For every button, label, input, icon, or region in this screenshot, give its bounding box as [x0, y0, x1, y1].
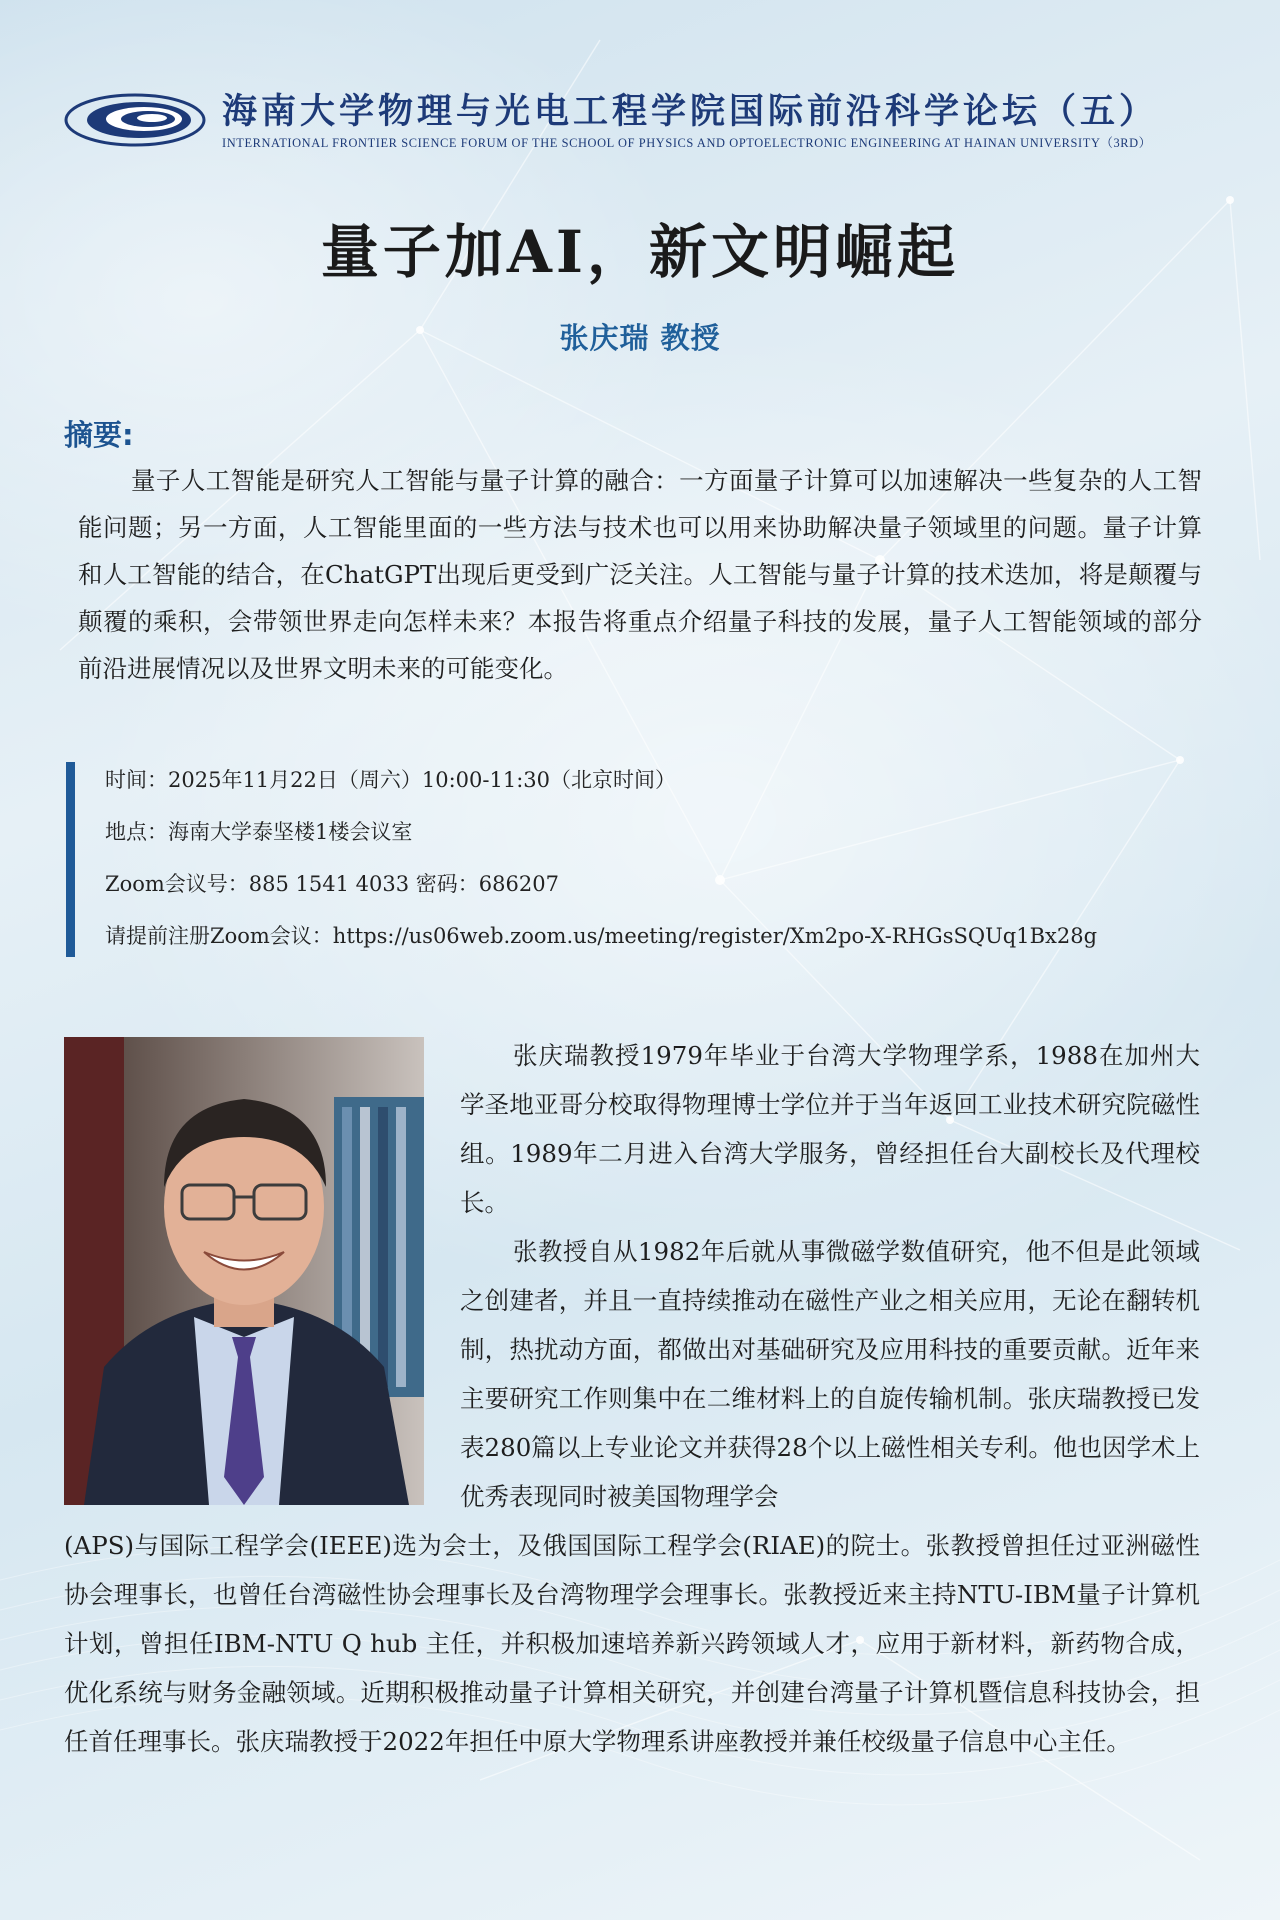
speaker-photo: [64, 1037, 424, 1505]
zoom-register-link[interactable]: 请提前注册Zoom会议：https://us06web.zoom.us/meeting/register/Xm2po-X-RHGsSQUq1Bx28g: [105, 924, 1098, 948]
info-accent-bar: [66, 762, 75, 957]
bio-paragraph-1: 张庆瑞教授1979年毕业于台湾大学物理学系，1988在加州大学圣地亚哥分校取得物理博士学位并于当年返回工业技术研究院磁性组。1989年二月进入台湾大学服务，曾经担任台大副校长及代理校长。: [460, 1041, 1200, 1217]
bio-paragraph-2-upper: 张教授自从1982年后就从事微磁学数值研究，他不但是此领域之创建者，并且一直持续推动在磁性产业之相关应用，无论在翻转机制，热扰动方面，都做出对基础研究及应用科技的重要贡献。近年来主要研究工作则集中在二维材料上的自旋传输机制。张庆瑞教授已发表280篇以上专业论文并获得28个以上磁性相关专利。他也因学术上优秀表现同时被美国物理学会: [460, 1237, 1200, 1511]
event-location: 地点：海南大学泰坚楼1楼会议室: [105, 820, 413, 844]
event-time: 时间：2025年11月22日（周六）10:00-11:30（北京时间）: [105, 768, 677, 792]
hainan-university-logo-icon: [64, 92, 206, 148]
forum-title: 海南大学物理与光电工程学院国际前沿科学论坛（五）: [222, 91, 1159, 132]
zoom-meeting-info: Zoom会议号：885 1541 4033 密码：686207: [105, 872, 559, 896]
abstract-body: 量子人工智能是研究人工智能与量子计算的融合：一方面量子计算可以加速解决一些复杂的人工智能问题；另一方面，人工智能里面的一些方法与技术也可以用来协助解决量子领域里的问题。量子计算和人工智能的结合，在ChatGPT出现后更受到广泛关注。人工智能与量子计算的技术迭加，将是颠覆与颠覆的乘积，会带领世界走向怎样未来？本报告将重点介绍量子科技的发展，量子人工智能领域的部分前沿进展情况以及世界文明未来的可能变化。: [78, 466, 1202, 683]
bio-paragraph-2-lower: (APS)与国际工程学会(IEEE)选为会士，及俄国国际工程学会(RIAE)的院士。张教授曾担任过亚洲磁性协会理事长，也曾任台湾磁性协会理事长及台湾物理学会理事长。张教授近来主持NTU-IBM量子计算机计划，曾担任IBM-NTU Q hub 主任，并积极加速培养新兴跨领域人才，应用于新材料，新药物合成，优化系统与财务金融领域。近期积极推动量子计算相关研究，并创建台湾量子计算机暨信息科技协会，担任首任理事长。张庆瑞教授于2022年担任中原大学物理系讲座教授并兼任校级量子信息中心主任。: [64, 1531, 1200, 1756]
talk-title: 量子加AI，新文明崛起: [320, 218, 960, 286]
abstract-heading: 摘要:: [64, 418, 134, 452]
speaker-name: 张庆瑞 教授: [559, 321, 721, 355]
forum-subtitle: INTERNATIONAL FRONTIER SCIENCE FORUM OF THE SCHOOL OF PHYSICS AND OPTOELECTRONIC ENGINEERING AT HAINAN UNIVERSITY（3RD）: [222, 136, 1152, 150]
